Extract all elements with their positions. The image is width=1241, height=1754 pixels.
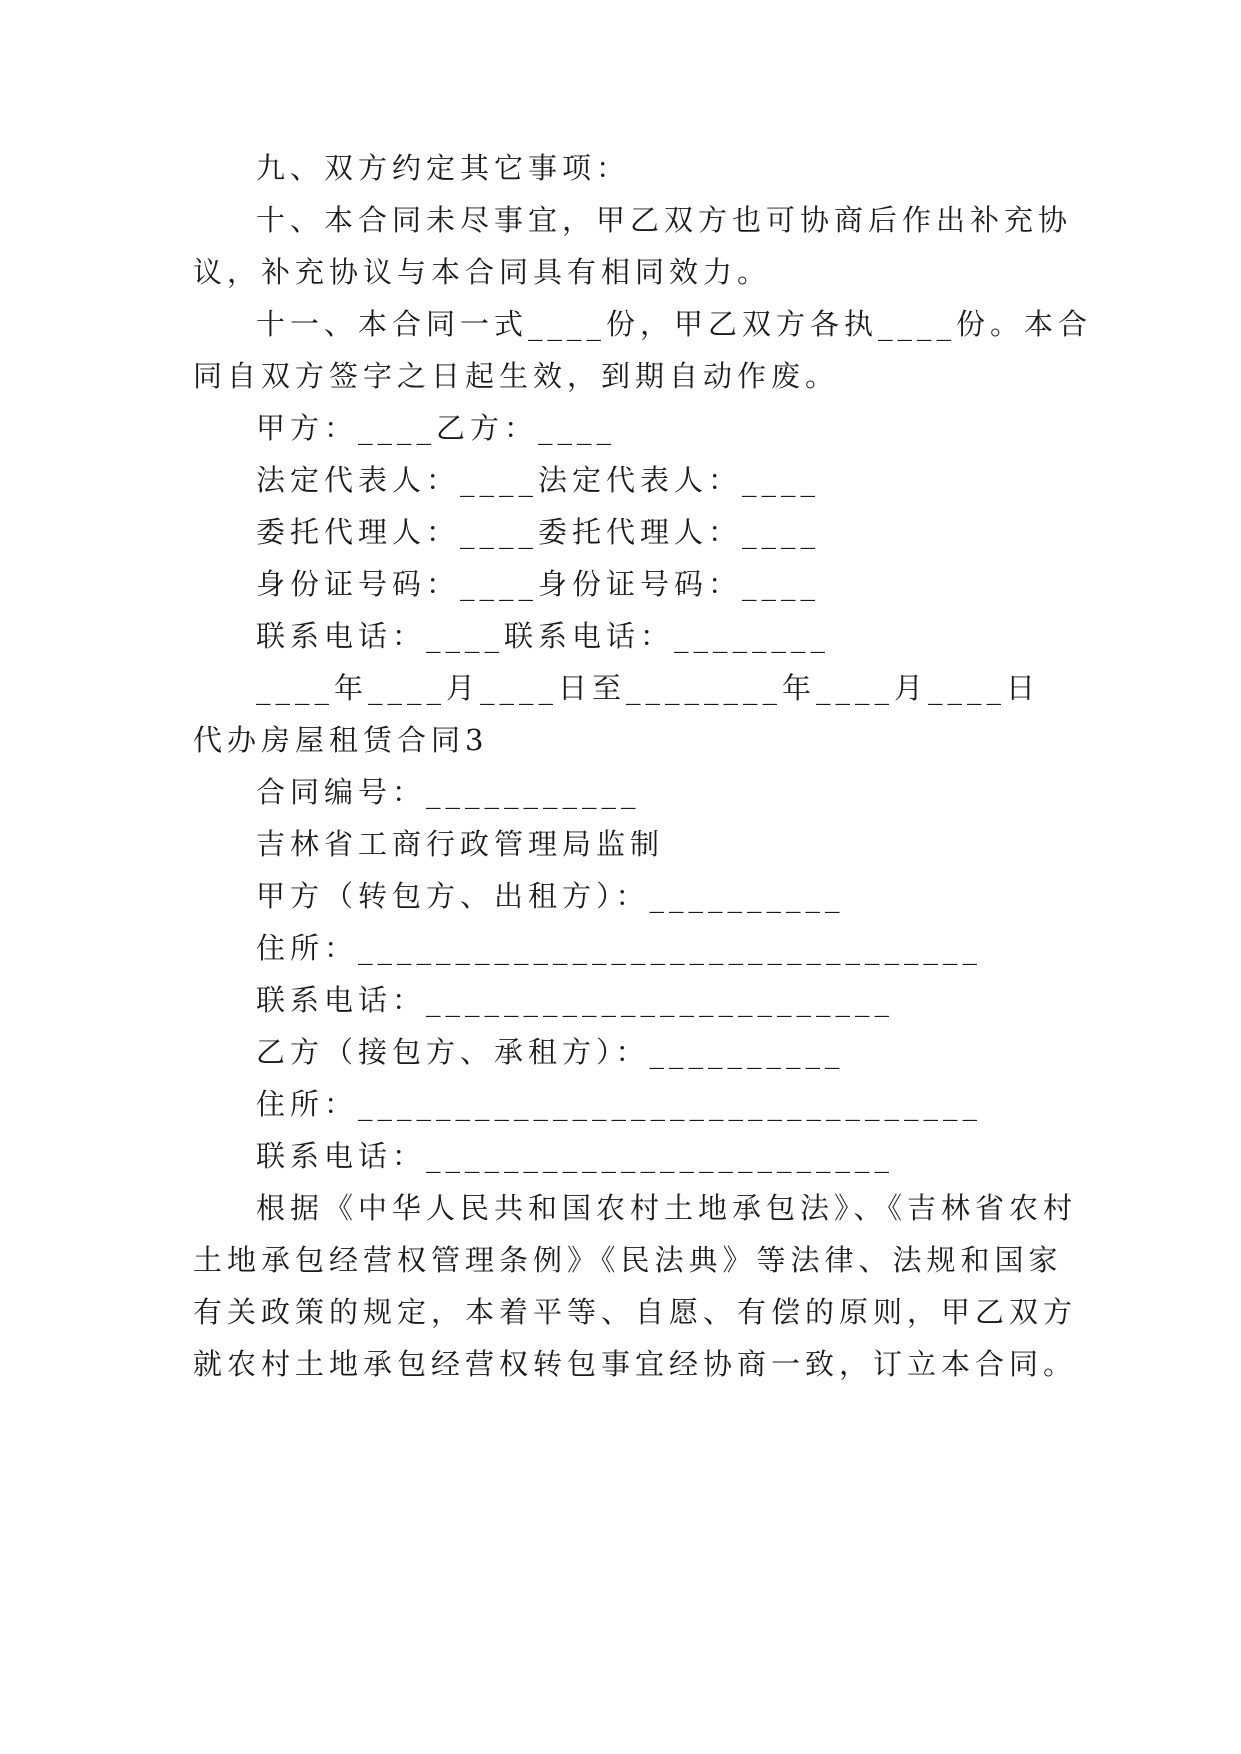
clause-11-line-1: 十一、本合同一式____份，甲乙双方各执____份。本合 (256, 307, 1093, 341)
party-b-label: 乙方（接包方、承租方）：__________ (256, 1035, 845, 1069)
contract-number: 合同编号：___________ (256, 775, 641, 809)
party-a-address: 住所：________________________________ (256, 931, 983, 965)
id-numbers: 身份证号码：____身份证号码：____ (256, 567, 821, 601)
party-b-address: 住所：________________________________ (256, 1087, 983, 1121)
preamble-line-2: 土地承包经营权管理条例》《民法典》等法律、法规和国家 (193, 1243, 1063, 1277)
clause-10-line-1: 十、本合同未尽事宜，甲乙双方也可协商后作出补充协 (256, 203, 1073, 237)
section-title: 代办房屋租赁合同3 (193, 723, 489, 757)
clause-11-line-2: 同自双方签字之日起生效，到期自动作废。 (193, 359, 840, 393)
authorized-agents: 委托代理人：____委托代理人：____ (256, 515, 821, 549)
preamble-line-1: 根据《中华人民共和国农村土地承包法》、《吉林省农村 (256, 1191, 1078, 1225)
clause-9: 九、双方约定其它事项： (256, 151, 631, 185)
preamble-line-4: 就农村土地承包经营权转包事宜经协商一致，订立本合同。 (193, 1347, 1078, 1381)
party-names: 甲方：____乙方：____ (256, 411, 617, 445)
date-range: ____年____月____日至________年____月____日 (256, 671, 1041, 705)
party-a-phone: 联系电话：________________________ (256, 983, 895, 1017)
clause-10-line-2: 议，补充协议与本合同具有相同效力。 (193, 255, 772, 289)
party-b-phone: 联系电话：________________________ (256, 1139, 895, 1173)
preamble-line-3: 有关政策的规定，本着平等、自愿、有偿的原则，甲乙双方 (193, 1295, 1078, 1329)
legal-representatives: 法定代表人：____法定代表人：____ (256, 463, 821, 497)
issuer: 吉林省工商行政管理局监制 (256, 827, 665, 861)
party-a-label: 甲方（转包方、出租方）：__________ (256, 879, 845, 913)
contact-phones: 联系电话：____联系电话：________ (256, 619, 831, 653)
